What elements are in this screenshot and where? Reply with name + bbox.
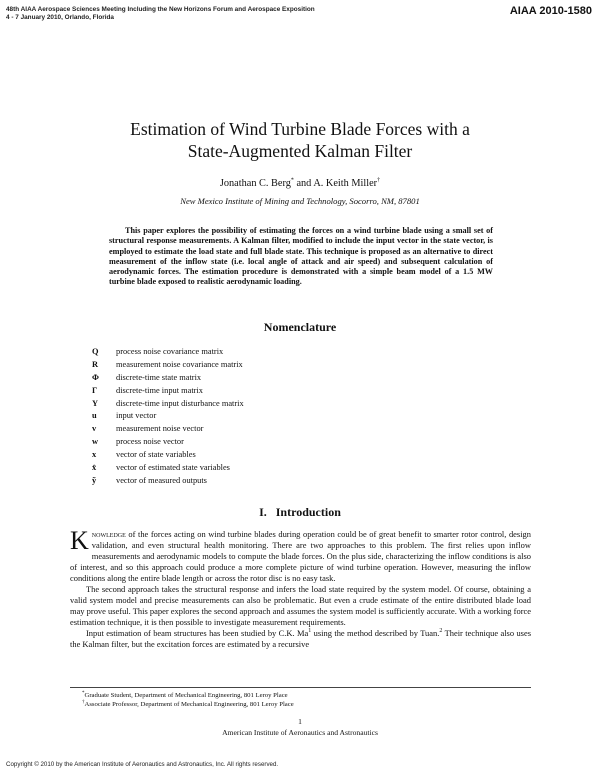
conference-line-2: 4 - 7 January 2010, Orlando, Florida bbox=[6, 14, 114, 21]
nomenclature-desc: vector of measured outputs bbox=[116, 475, 207, 485]
paragraph-text: Input estimation of beam structures has been studied by C.K. Ma bbox=[86, 627, 309, 638]
footnote-text: Associate Professor, Department of Mechanical Engineering, 801 Leroy Place bbox=[84, 701, 294, 708]
citation-ref: 2 bbox=[439, 627, 443, 634]
nomenclature-desc: process noise vector bbox=[116, 437, 184, 447]
nomenclature-item bbox=[92, 423, 392, 436]
footnote-2 bbox=[70, 700, 531, 709]
nomenclature-item bbox=[92, 359, 392, 372]
author-1-mark: * bbox=[290, 177, 294, 184]
footnote-text: Graduate Student, Department of Mechanical Engineering, 801 Leroy Place bbox=[84, 692, 288, 699]
nomenclature-item bbox=[92, 436, 392, 449]
footnote-mark: † bbox=[82, 699, 85, 705]
nomenclature-symbol: x bbox=[92, 450, 97, 460]
nomenclature-item bbox=[92, 449, 392, 462]
nomenclature-symbol: Φ bbox=[92, 372, 99, 382]
nomenclature-desc: discrete-time input disturbance matrix bbox=[116, 398, 244, 408]
section-heading-introduction: I. Introduction bbox=[259, 505, 341, 519]
nomenclature-symbol: x̂ bbox=[92, 463, 97, 473]
footnotes bbox=[70, 687, 531, 709]
nomenclature-symbol: ỹ bbox=[92, 475, 97, 485]
paper-id: AIAA 2010-1580 bbox=[509, 5, 592, 17]
paper-title bbox=[0, 118, 600, 162]
nomenclature-heading: Nomenclature bbox=[263, 320, 337, 334]
nomenclature-item bbox=[92, 385, 392, 398]
nomenclature-symbol: w bbox=[92, 437, 99, 447]
nomenclature-item bbox=[92, 475, 392, 488]
nomenclature-desc: discrete-time input matrix bbox=[116, 385, 203, 395]
author-1: Jonathan C. Berg bbox=[219, 178, 291, 189]
author-line bbox=[0, 178, 600, 189]
nomenclature-desc: measurement noise covariance matrix bbox=[116, 359, 243, 369]
smallcaps-lead: nowledge bbox=[91, 529, 126, 539]
nomenclature-symbol: Υ bbox=[92, 398, 99, 408]
nomenclature-desc: measurement noise vector bbox=[116, 424, 204, 434]
affiliation: New Mexico Institute of Mining and Technology, Socorro, NM, 87801 bbox=[180, 196, 420, 206]
paragraph-text: using the method described by Tuan. bbox=[311, 627, 440, 638]
nomenclature-symbol: R bbox=[92, 359, 99, 369]
paragraph: The second approach takes the structural response and infers the load state required by the system model. Of course, obtaining a valid system model and precise measurements can also be problematic. But even a crude estimate of the entire distributed blade load may prove useful. This paper explores the second approach and assumes the system model is sufficiently accurate. With a working force estimation technique, it is then possible to investigate measurement requirements. bbox=[70, 583, 531, 627]
nomenclature-desc: vector of state variables bbox=[116, 450, 196, 460]
paragraph-text: of the forces acting on wind turbine blades during operation could be of great benefit to smarter rotor control, design validation, and even structural health monitoring. There are two approaches to this problem. The first relies upon inflow measurements and aerodynamic models to compute the blade forces. On the plus side, characterizing the inflow conditions is also of interest, and so this approach could produce a more complete picture of wind turbine operation. However, measuring the inflow conditions along the entire blade length or across the rotor disc is no easy task. bbox=[70, 529, 531, 583]
footnote-mark: * bbox=[82, 690, 85, 696]
drop-cap: K bbox=[70, 526, 89, 555]
conference-line-1: 48th AIAA Aerospace Sciences Meeting Including the New Horizons Forum and Aerospace Exposition bbox=[6, 6, 315, 13]
nomenclature-item bbox=[92, 398, 392, 411]
conference-header bbox=[6, 6, 315, 22]
paragraph bbox=[70, 526, 531, 584]
page-number: 1 bbox=[298, 717, 302, 726]
title-line-2: State-Augmented Kalman Filter bbox=[187, 141, 413, 161]
title-line-1: Estimation of Wind Turbine Blade Forces with a bbox=[130, 119, 470, 139]
footnote-1 bbox=[70, 691, 531, 700]
nomenclature-desc: process noise covariance matrix bbox=[116, 347, 224, 356]
author-2-mark: † bbox=[377, 177, 381, 184]
nomenclature-desc: vector of estimated state variables bbox=[116, 463, 230, 473]
nomenclature-symbol: Q bbox=[92, 347, 99, 356]
nomenclature-symbol: v bbox=[92, 424, 97, 434]
footer-organization: American Institute of Aeronautics and Astronautics bbox=[222, 728, 378, 737]
author-connector: and bbox=[293, 178, 314, 189]
nomenclature-item bbox=[92, 372, 392, 385]
nomenclature-item bbox=[92, 346, 392, 359]
nomenclature-symbol: u bbox=[92, 411, 97, 421]
nomenclature-desc: discrete-time state matrix bbox=[116, 372, 202, 382]
copyright-notice: Copyright © 2010 by the American Institute of Aeronautics and Astronautics, Inc. All rights reserved. bbox=[6, 761, 279, 768]
nomenclature-symbol: Γ bbox=[92, 385, 98, 395]
paragraph-text: Their technique also uses the Kalman filter, but the excitation forces are estimated by a recursive bbox=[70, 627, 531, 649]
nomenclature-item bbox=[92, 410, 392, 423]
nomenclature-item bbox=[92, 462, 392, 475]
nomenclature-list bbox=[92, 346, 392, 488]
paragraph bbox=[70, 628, 531, 650]
citation-ref: 1 bbox=[308, 627, 312, 634]
introduction-body bbox=[70, 526, 531, 649]
abstract: This paper explores the possibility of estimating the forces on a wind turbine blade using a small set of structural response measurements. A Kalman filter, modified to include the input vector in the state vector, is employed to estimate the load state and full blade state. This technique is proposed as an alternative to direct measurement of the inflow state (i.e. local angle of attack and air speed) and subsequent calculation of aerodynamic forces. The estimation procedure is demonstrated with a simple beam model of a 1.5 MW turbine blade exposed to realistic aerodynamic loading. bbox=[109, 226, 493, 287]
nomenclature-desc: input vector bbox=[116, 411, 157, 421]
author-2: A. Keith Miller bbox=[313, 178, 378, 189]
